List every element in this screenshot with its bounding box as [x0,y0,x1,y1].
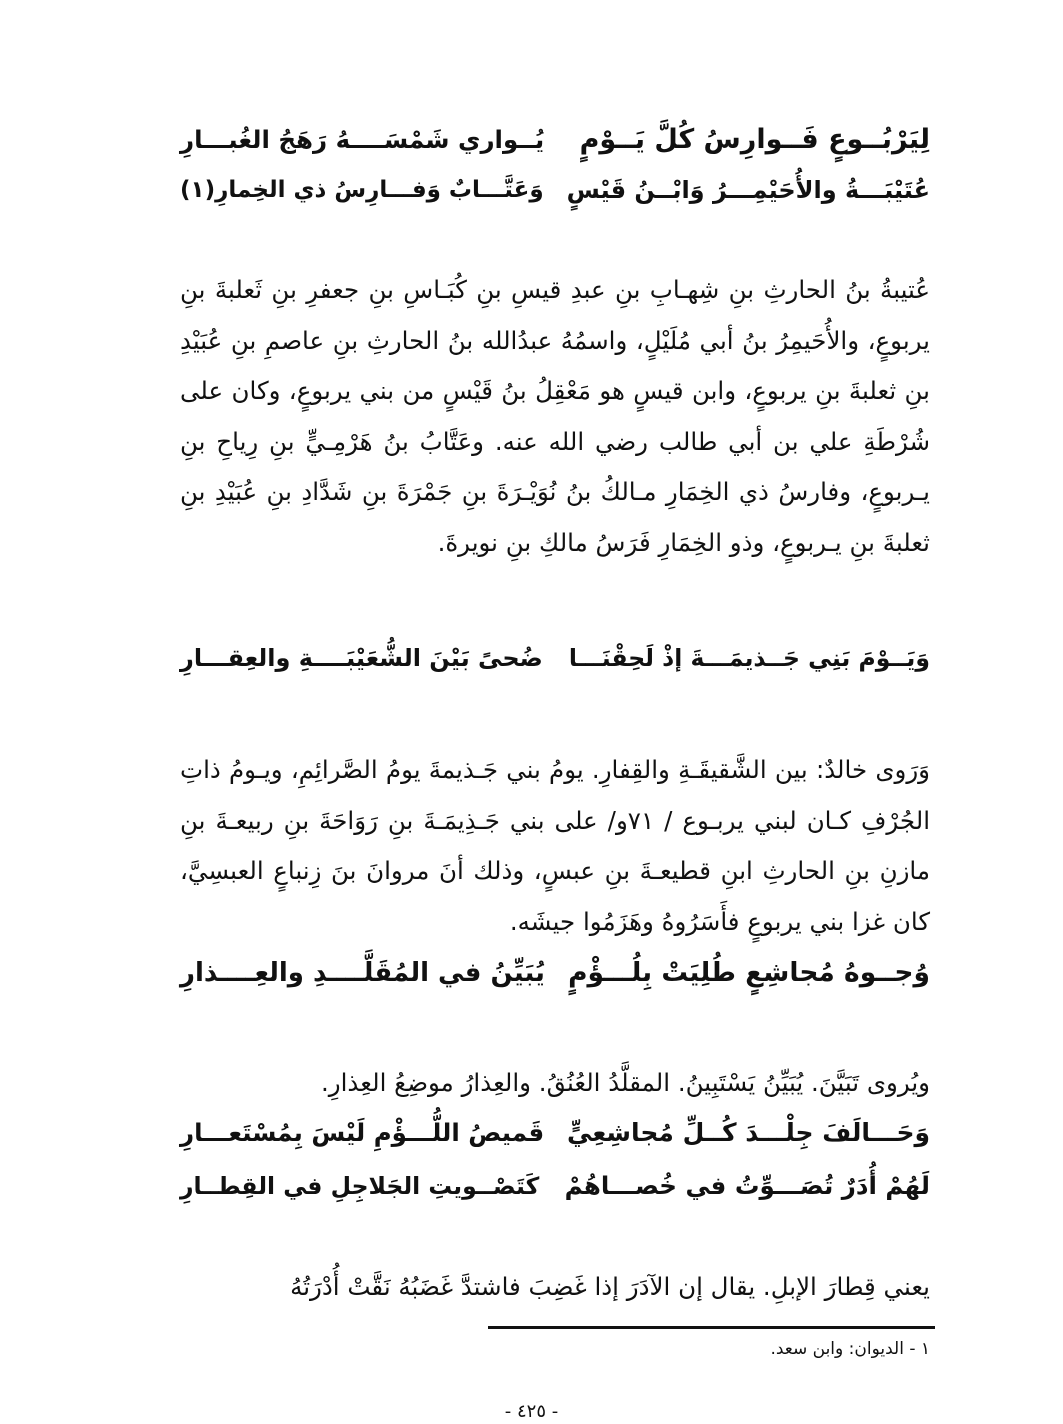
verse-hemistich-first: وَحَـــالَفَ جِلْـــدَ كُــلِّ مُجاشِعِيٍّ [567,1118,930,1147]
commentary-paragraph: يعني قِطارَ الإبلِ. يقال إن الآدَرَ إذا غَضِبَ فاشتدَّ غَضَبُهُ نَقَّتْ أُدْرَتُهُ [290,1272,930,1301]
commentary-paragraph: عُتيبةُ بنُ الحارثِ بنِ شِهـابِ بنِ عبدِ قيسِ بنِ كُبَـاسِ بنِ جعفرِ بنِ ثَعلبةَ بنِ يربوعٍ، والأُحَيمِرُ بنُ أبي مُلَيْلٍ، واسمُهُ عبدُالله بنُ الحارثِ بنِ عاصمِ بنِ عُبَيْدِ بنِ ثعلبةَ بنِ يربوعٍ، وابن قيسٍ هو مَعْقِلُ بنُ قَيْسٍ من بني يربوعٍ، وكان على شُرْطَةِ علي بن أبي طالب رضي الله عنه. وعَتَّابُ بنُ هَرْمِـيٍّ بنِ رِياحِ بنِ يـربوعٍ، وفارسُ ذي الخِمَارِ مـالكُ بنُ نُوَيْـرَةَ بنِ جَمْرَةَ بنِ شَدَّادِ بنِ عُبَيْدِ بنِ ثعلبةَ بنِ يـربوعٍ، وذو الخِمَارِ فَرَسُ مالكِ بنِ نويرةَ. [180,275,930,557]
verse-line [180,167,930,213]
verse-hemistich-second: يُبَيِّنُ في المُقَلَّــــدِ والعِــــذارِ [180,958,545,988]
verse-hemistich-first: لَهُمْ أُدَرٌ تُصَـــوِّتُ في خُصـــاهُمْ [564,1171,930,1200]
verse-hemistich-first: وُجــوهُ مُجاشِعٍ طُلِيَتْ بِلُـــؤْمٍ [568,957,930,988]
verse-line [180,1163,930,1209]
verse-hemistich-first: عُتَيْبَـــةُ والأُحَيْمِـــرُ وَابْــنُ قَيْسٍ [566,176,930,204]
verse-hemistich-second: ضُحىً بَيْنَ الشُّعَيْبَــــةِ والعِقـــارِ [180,644,543,672]
verse-hemistich-second: كَتَصْــويتِ الجَلاجِلِ في القِطــارِ [180,1172,540,1200]
verse-hemistich-first: لِيَرْبُــوعٍ فَــوارِسُ كُلَّ يَــوْمٍ [579,124,930,155]
page-number: - ٤٢٥ - [504,1401,559,1422]
verse-line [180,1110,930,1156]
footnote: ١ - الديوان: وابن سعد. [770,1339,930,1359]
verse-line [180,117,930,163]
commentary-paragraph: ويُروى تَبَيَّنَ. يُبَيِّنُ يَسْتَبِينُ. المقلَّدُ العُنُقُ. والعِذارُ موضِعُ العِذارِ. [321,1068,930,1097]
commentary-paragraph: وَرَوى خالدٌ: بين الشَّقيقَـةِ والقِفارِ. يومُ بني جَـذيمةَ يومُ الصَّرائِمِ، ويـومُ ذاتِ الجُرْفِ كـان لبني يربـوع / ٧١و/ على بني جَـذِيمَـةَ بنِ رَوَاحَةَ بنِ ربيعـةَ بنِ مازنِ بنِ الحارثِ ابنِ قطيعـةَ بنِ عبسٍ، وذلك أنَ مروانَ بنَ زِنباعٍ العبسِيَّ، كان غزا بني يربوعٍ فأَسَرُوهُ وهَزَمُوا جيشَه. [180,755,931,936]
footnote-separator [488,1326,935,1329]
verse-hemistich-second: قَميصُ اللُّـــؤْمِ لَيْسَ بِمُسْتَعـــارِ [180,1118,545,1147]
verse-line [180,635,930,681]
verse-hemistich-second: يُــواري شَمْسَــــهُ رَهَجُ الغُبـــارِ [180,125,545,154]
verse-hemistich-first: وَيَــوْمَ بَنِي جَــذيمَـــةَ إذْ لَحِقْنَـــا [568,644,930,672]
verse-hemistich-second: وَعَتَّـــابٌ وَفـــارِسُ ذي الخِمارِ(١) [180,177,544,203]
verse-line [180,950,930,996]
